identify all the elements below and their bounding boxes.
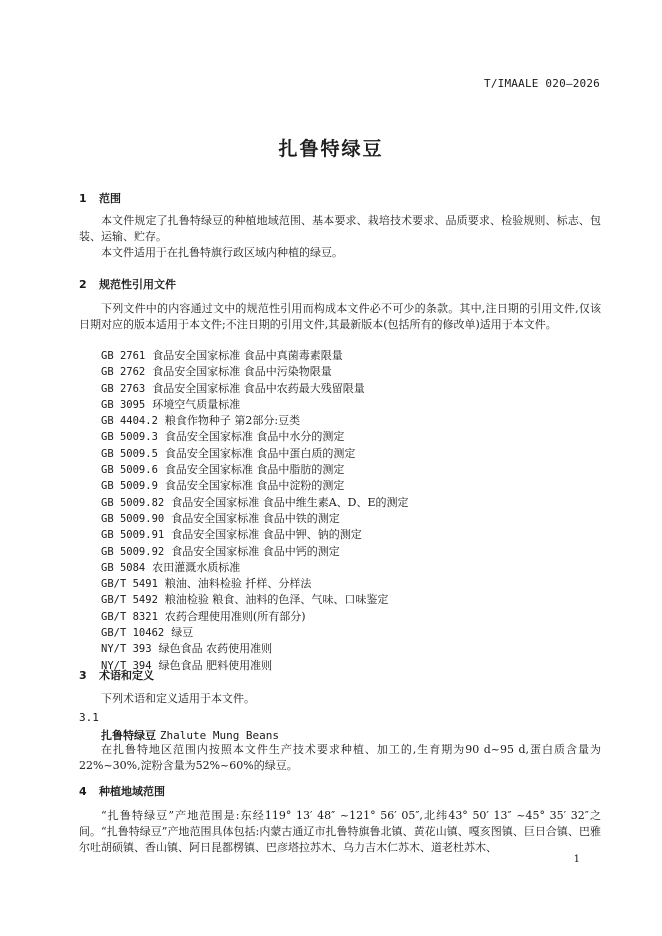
reference-item bbox=[101, 511, 409, 527]
reference-code: GB 2762 bbox=[101, 366, 146, 379]
reference-item bbox=[101, 462, 409, 478]
reference-code: GB 5084 bbox=[101, 561, 146, 574]
terms-intro: 下列术语和定义适用于本文件。 bbox=[101, 692, 255, 705]
reference-code: GB 5009.9 bbox=[101, 480, 158, 493]
reference-code: GB 5009.5 bbox=[101, 447, 158, 460]
reference-name: 粮油检验 粮食、油料的色泽、气味、口味鉴定 bbox=[164, 593, 389, 607]
section-heading-normative-references bbox=[79, 276, 176, 292]
reference-code: GB/T 5492 bbox=[101, 594, 158, 607]
references-intro: 下列文件中的内容通过文中的规范性引用而构成本文件必不可少的条款。其中,注日期的引用文件,仅该日期对应的版本适用于本文件;不注日期的引用文件,其最新版本(包括所有的修改单)适用于本文件。 bbox=[79, 302, 601, 331]
reference-name: 食品安全国家标准 食品中脂肪的测定 bbox=[164, 463, 345, 477]
section-title: 规范性引用文件 bbox=[99, 278, 176, 291]
reference-name: 食品安全国家标准 食品中钙的测定 bbox=[171, 544, 340, 558]
section-heading-planting-area bbox=[79, 783, 165, 799]
reference-item bbox=[101, 641, 409, 657]
reference-item bbox=[101, 544, 409, 560]
planting-area-paragraph: “扎鲁特绿豆”产地范围是:东经119° 13′ 48″ ~121° 56′ 05″,北纬43° 50′ 13″ ~45° 35′ 32″之间。“扎鲁特绿豆”产地范围具体包括:内蒙古通辽市扎鲁特旗鲁北镇、黄花山镇、嘎亥图镇、巨日合镇、巴雅尔吐胡硕镇、香山镇、阿日昆都楞镇、巴彦塔拉苏木、乌力吉木仁苏木、道老杜苏木、 bbox=[79, 809, 601, 854]
standard-number: T/IMAALE 020—2026 bbox=[484, 77, 600, 90]
reference-item bbox=[101, 592, 409, 608]
reference-code: GB/T 5491 bbox=[101, 578, 158, 591]
reference-code: GB/T 10462 bbox=[101, 627, 165, 640]
reference-name: 食品安全国家标准 食品中维生素A、D、E的测定 bbox=[171, 495, 409, 509]
reference-name: 粮油、油料检验 扦样、分样法 bbox=[164, 577, 312, 591]
reference-code: GB/T 8321 bbox=[101, 610, 158, 623]
reference-name: 食品安全国家标准 食品中铁的测定 bbox=[171, 511, 340, 525]
reference-code: GB 5009.92 bbox=[101, 545, 165, 558]
reference-name: 食品安全国家标准 食品中蛋白质的测定 bbox=[164, 446, 356, 460]
reference-name: 农田灌溉水质标准 bbox=[152, 560, 241, 574]
reference-item bbox=[101, 348, 409, 364]
term-name-cn: 扎鲁特绿豆 bbox=[101, 729, 156, 742]
reference-name: 粮食作物种子 第2部分:豆类 bbox=[164, 414, 301, 428]
scope-paragraph-2: 本文件适用于在扎鲁特旗行政区域内种植的绿豆。 bbox=[101, 246, 343, 259]
reference-code: NY/T 393 bbox=[101, 643, 152, 656]
reference-item bbox=[101, 495, 409, 511]
reference-name: 食品安全国家标准 食品中淀粉的测定 bbox=[164, 479, 345, 493]
reference-item bbox=[101, 527, 409, 543]
section-title: 种植地域范围 bbox=[99, 785, 165, 798]
reference-item bbox=[101, 576, 409, 592]
reference-name: 食品安全国家标准 食品中农药最大残留限量 bbox=[152, 381, 365, 395]
term-number: 3.1 bbox=[79, 711, 99, 724]
section-title: 范围 bbox=[99, 192, 121, 205]
reference-code: GB 5009.91 bbox=[101, 529, 165, 542]
scope-paragraph-1: 本文件规定了扎鲁特绿豆的种植地域范围、基本要求、栽培技术要求、品质要求、检验规则、标志、包装、运输、贮存。 bbox=[79, 214, 601, 243]
reference-name: 食品安全国家标准 食品中真菌毒素限量 bbox=[152, 349, 343, 362]
reference-item bbox=[101, 397, 409, 413]
term-name-en: Zhalute Mung Beans bbox=[159, 729, 280, 742]
reference-code: GB 5009.3 bbox=[101, 431, 158, 444]
document-title: 扎鲁特绿豆 bbox=[278, 138, 384, 160]
reference-code: GB 5009.6 bbox=[101, 464, 158, 477]
reference-name: 环境空气质量标准 bbox=[152, 397, 241, 411]
reference-code: GB 5009.90 bbox=[101, 512, 165, 525]
reference-name: 食品安全国家标准 食品中污染物限量 bbox=[152, 365, 332, 379]
reference-name: 绿豆 bbox=[171, 626, 194, 640]
reference-item bbox=[101, 609, 409, 625]
reference-item bbox=[101, 381, 409, 397]
section-heading-terms bbox=[79, 667, 154, 683]
reference-code: GB 2761 bbox=[101, 350, 146, 362]
reference-code: NY/T 394 bbox=[101, 659, 152, 672]
reference-code: GB 5009.82 bbox=[101, 496, 165, 509]
reference-item bbox=[101, 560, 409, 576]
reference-item bbox=[101, 413, 409, 429]
reference-item bbox=[101, 446, 409, 462]
reference-name: 食品安全国家标准 食品中钾、钠的测定 bbox=[171, 528, 362, 542]
section-heading-scope bbox=[79, 190, 121, 206]
reference-code: GB 4404.2 bbox=[101, 415, 158, 428]
reference-list bbox=[101, 348, 409, 674]
reference-name: 食品安全国家标准 食品中水分的测定 bbox=[164, 430, 345, 444]
reference-name: 农药合理使用准则(所有部分) bbox=[164, 609, 306, 623]
reference-code: GB 3095 bbox=[101, 398, 146, 411]
term-name bbox=[101, 727, 279, 743]
reference-name: 绿色食品 肥料使用准则 bbox=[158, 658, 273, 672]
section-number: 4 bbox=[79, 785, 87, 798]
section-title: 术语和定义 bbox=[99, 669, 154, 682]
reference-item bbox=[101, 478, 409, 494]
reference-item bbox=[101, 364, 409, 380]
reference-item bbox=[101, 429, 409, 445]
reference-item bbox=[101, 625, 409, 641]
reference-name: 绿色食品 农药使用准则 bbox=[158, 642, 273, 656]
term-definition: 在扎鲁特地区范围内按照本文件生产技术要求种植、加工的,生育期为90 d~95 d,蛋白质含量为22%~30%,淀粉含量为52%~60%的绿豆。 bbox=[79, 743, 601, 772]
reference-code: GB 2763 bbox=[101, 382, 146, 395]
page-number: 1 bbox=[573, 854, 580, 865]
section-number: 3 bbox=[79, 669, 87, 682]
section-number: 2 bbox=[79, 278, 87, 291]
section-number: 1 bbox=[79, 192, 87, 205]
